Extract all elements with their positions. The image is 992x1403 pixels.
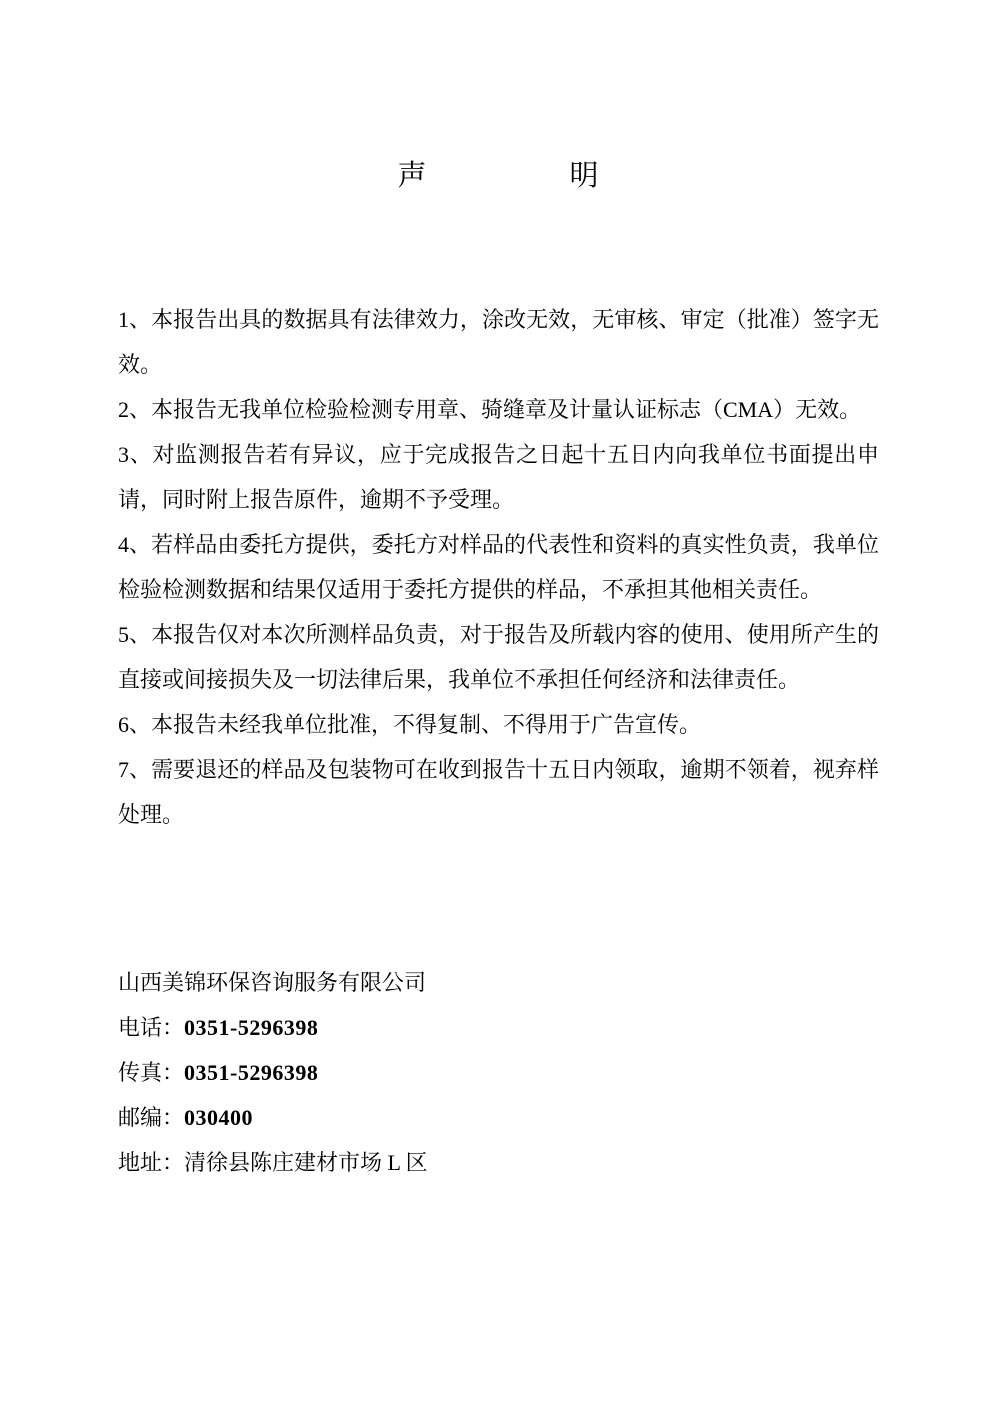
contact-fax-value: 0351-5296398: [184, 1060, 319, 1085]
statement-item-1: 1、本报告出具的数据具有法律效力，涂改无效，无审核、审定（批准）签字无效。: [118, 307, 879, 377]
statement-item-6: 6、本报告未经我单位批准，不得复制、不得用于广告宣传。: [118, 712, 702, 737]
contact-postcode-label: 邮编：: [118, 1105, 185, 1130]
company-info-block: [118, 960, 879, 1185]
contact-fax-label: 传真：: [118, 1060, 185, 1085]
page-title-char-2: 明: [569, 160, 600, 192]
statement-item-7: 7、需要退还的样品及包装物可在收到报告十五日内领取，逾期不领着，视弃样处理。: [118, 757, 879, 827]
contact-address-label: 地址：: [118, 1150, 185, 1175]
contact-address: [118, 1140, 879, 1185]
company-name: 山西美锦环保咨询服务有限公司: [118, 970, 427, 995]
page-title-char-1: 声: [397, 160, 428, 192]
contact-postcode: [118, 1095, 879, 1140]
contact-address-value: 清徐县陈庄建材市场 L 区: [184, 1150, 428, 1175]
statement-list: [118, 297, 879, 837]
statement-item-5: 5、本报告仅对本次所测样品负责，对于报告及所载内容的使用、使用所产生的直接或间接损失及一切法律后果，我单位不承担任何经济和法律责任。: [118, 622, 879, 692]
statement-item-3: 3、对监测报告若有异议，应于完成报告之日起十五日内向我单位书面提出申请，同时附上报告原件，逾期不予受理。: [118, 442, 879, 512]
statement-item-4: 4、若样品由委托方提供，委托方对样品的代表性和资料的真实性负责，我单位检验检测数据和结果仅适用于委托方提供的样品，不承担其他相关责任。: [118, 532, 879, 602]
contact-phone-value: 0351-5296398: [184, 1015, 319, 1040]
statement-item-2: 2、本报告无我单位检验检测专用章、骑缝章及计量认证标志（CMA）无效。: [118, 397, 862, 422]
contact-fax: [118, 1050, 879, 1095]
page-title: [118, 0, 879, 192]
contact-phone: [118, 1005, 879, 1050]
contact-phone-label: 电话：: [118, 1015, 185, 1040]
contact-postcode-value: 030400: [184, 1105, 254, 1130]
